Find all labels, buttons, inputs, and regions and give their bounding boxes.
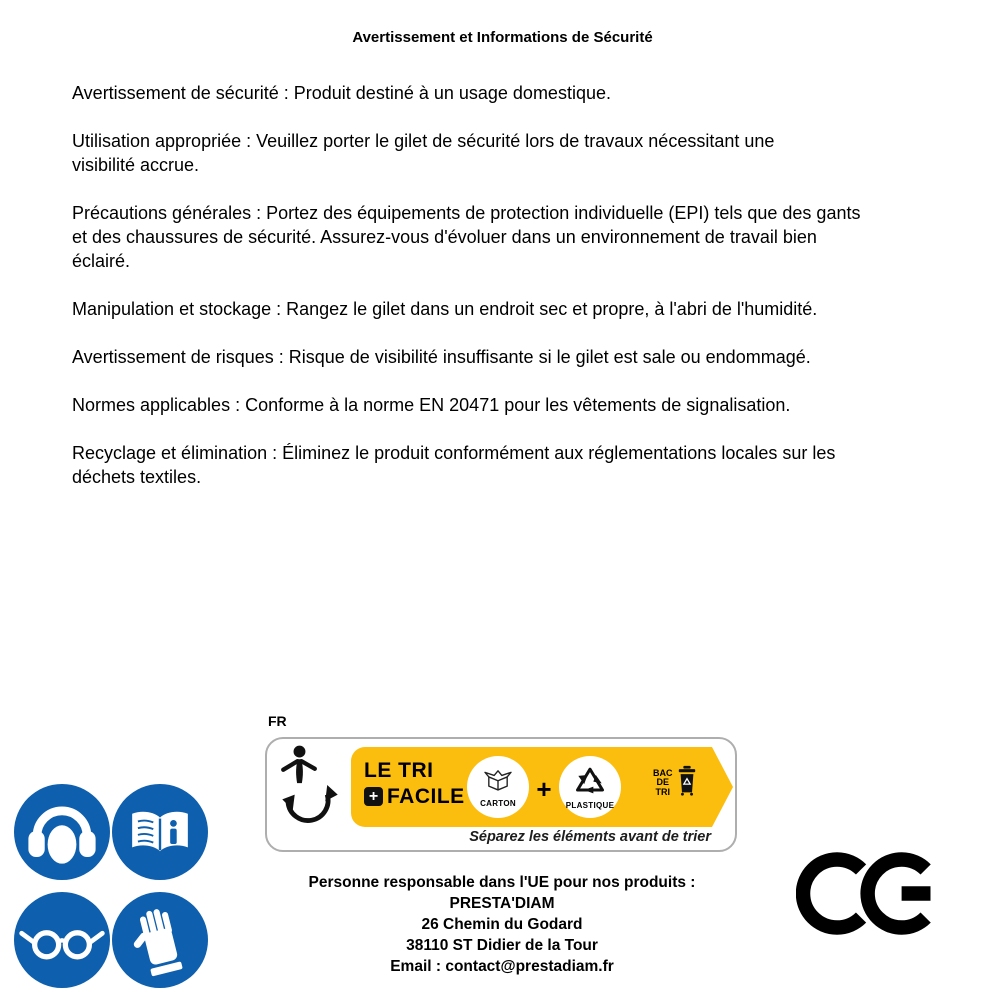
text-line: déchets textiles. — [72, 467, 202, 487]
materials-separator: + — [536, 774, 552, 804]
wear-ear-protection-icon — [14, 784, 110, 880]
text-line: Manipulation et stockage : Rangez le gilet dans un endroit sec et propre, à l'abri de l'humidité. — [72, 299, 818, 319]
paragraph-normes-applicables — [72, 393, 962, 417]
address-line-1: 26 Chemin du Godard — [421, 916, 583, 933]
material-carton — [467, 756, 529, 818]
wear-eye-protection-icon — [14, 892, 110, 988]
paragraph-precautions-generales — [72, 201, 962, 273]
bac-line: TRI — [655, 786, 670, 797]
bac-de-tri-text — [653, 769, 673, 798]
headline-line2: FACILE — [387, 785, 465, 808]
paragraph-utilisation-appropriee — [72, 129, 962, 177]
page-title: Avertissement et Informations de Sécurité — [352, 29, 653, 46]
company-name: PRESTA'DIAM — [449, 895, 555, 912]
material-plastique — [559, 756, 621, 818]
responsible-heading: Personne responsable dans l'UE pour nos produits : — [308, 874, 696, 891]
responsible-block — [252, 872, 752, 977]
triman-recycling-icon — [273, 743, 347, 834]
paragraph-avertissement-securite — [72, 81, 962, 105]
bac-line: BAC — [653, 767, 673, 778]
text-line: Normes applicables : Conforme à la norme EN 20471 pour les vêtements de signalisation. — [72, 395, 791, 415]
mandatory-pictograms — [14, 784, 208, 988]
text-line: éclairé. — [72, 251, 131, 271]
cardboard-box-icon — [478, 767, 518, 798]
ce-marking-icon — [796, 851, 946, 936]
paragraph-avertissement-risques — [72, 345, 962, 369]
safety-paragraphs — [72, 81, 962, 513]
paragraph-recyclage-elimination — [72, 441, 962, 489]
text-line: Précautions générales : Portez des équipements de protection individuelle (EPI) tels que des gants — [72, 203, 861, 223]
sorting-headline — [364, 760, 465, 807]
email-line: Email : contact@prestadiam.fr — [390, 958, 614, 975]
sorting-info-label — [265, 737, 737, 852]
sorting-tagline: Séparez les éléments avant de trier — [469, 829, 711, 845]
recycling-arrows-icon — [573, 765, 607, 800]
text-line: visibilité accrue. — [72, 155, 200, 175]
text-line: Recyclage et élimination : Éliminez le produit conformément aux réglementations locales sur les — [72, 443, 836, 463]
headline-line1: LE TRI — [364, 759, 434, 782]
sorting-bin-icon — [676, 765, 698, 801]
bac-de-tri-group — [653, 765, 698, 801]
bac-line: DE — [656, 777, 669, 788]
wear-protective-gloves-icon — [112, 892, 208, 988]
text-line: Avertissement de sécurité : Produit destiné à un usage domestique. — [72, 83, 611, 103]
plus-badge-icon: + — [364, 787, 383, 806]
country-code-label: FR — [268, 713, 287, 729]
text-line: Utilisation appropriée : Veuillez porter le gilet de sécurité lors de travaux nécessitant une — [72, 131, 775, 151]
read-instruction-manual-icon — [112, 784, 208, 880]
address-line-2: 38110 ST Didier de la Tour — [406, 937, 598, 954]
paragraph-manipulation-stockage — [72, 297, 962, 321]
material-carton-label: CARTON — [480, 798, 516, 808]
text-line: Avertissement de risques : Risque de visibilité insuffisante si le gilet est sale ou endommagé. — [72, 347, 811, 367]
text-line: et des chaussures de sécurité. Assurez-vous d'évoluer dans un environnement de travail bien — [72, 227, 817, 247]
material-plastique-label: PLASTIQUE — [565, 800, 615, 810]
